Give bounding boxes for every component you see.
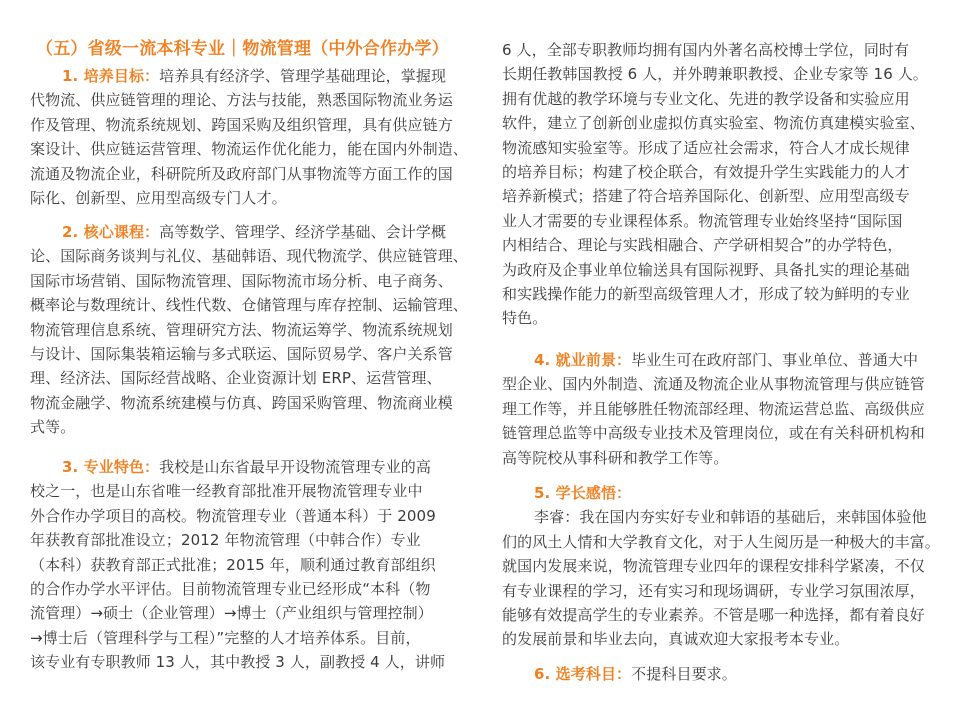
paragraph-line: 们的风土人情和大学教育文化，对于人生阅历是一种极大的丰富。 <box>502 532 940 551</box>
section-features <box>30 455 470 675</box>
paragraph-line: 流通及物流企业，科研院所及政府部门从事物流等方面工作的国 <box>30 164 453 183</box>
section-elective-subjects <box>502 662 942 686</box>
section-core-courses <box>30 220 470 440</box>
section-employment <box>502 348 942 470</box>
paragraph-line: 案设计、供应链运营管理、物流运作优化能力，能在国内外制造、 <box>30 140 468 159</box>
section-training-goal <box>30 64 470 210</box>
paragraph-line: 拥有优越的教学环境与专业文化、先进的教学设备和实验应用 <box>502 89 910 108</box>
features-first-line: 3. 专业特色：我校是山东省最早开设物流管理专业的高 <box>62 458 431 476</box>
paragraph-line: 6 人，全部专职教师均拥有国内外著名高校博士学位，同时有 <box>502 41 910 59</box>
features-continued <box>502 38 942 331</box>
employment-heading: 4. 就业前景： <box>534 351 632 369</box>
section-title: （五）省级一流本科专业｜物流管理（中外合作办学） <box>36 39 449 59</box>
paragraph-line: 和实践操作能力的新型高级管理人才，形成了较为鲜明的专业 <box>502 284 910 303</box>
features-heading: 3. 专业特色： <box>62 458 160 476</box>
paragraph-line: 与设计、国际集装箱运输与多式联运、国际贸易学、客户关系管 <box>30 344 453 363</box>
paragraph-line: 式等。 <box>30 418 76 437</box>
paragraph-line: 物流金融学、物流系统建模与仿真、跨国采购管理、物流商业模 <box>30 393 453 412</box>
paragraph-line: 流管理）→硕士（企业管理）→博士（产业组织与管理控制） <box>30 604 433 623</box>
paragraph-line: 软件，建立了创新创业虚拟仿真实验室、物流仿真建模实验室、 <box>502 114 925 133</box>
paragraph-line: 作及管理、物流系统规划、跨国采购及组织管理，具有供应链方 <box>30 115 453 134</box>
paragraph-line: →博士后（管理科学与工程）”完整的人才培养体系。目前， <box>30 628 421 647</box>
paragraph-line: 的合作办学水平评估。目前物流管理专业已经形成“本科（物 <box>30 579 431 598</box>
paragraph-line: 物流管理信息系统、管理研究方法、物流运筹学、物流系统规划 <box>30 320 453 339</box>
employment-first-line: 4. 就业前景：毕业生可在政府部门、事业单位、普通大中 <box>534 351 919 369</box>
paragraph-line: 理、经济法、国际经营战略、企业资源计划 ERP、运营管理、 <box>30 369 442 388</box>
paragraph-line: 国际市场营销、国际物流管理、国际物流市场分析、电子商务、 <box>30 271 453 290</box>
paragraph-line: 际化、创新型、应用型高级专门人才。 <box>30 188 287 207</box>
core-courses-first-line: 2. 核心课程：高等数学、管理学、经济学基础、会计学概 <box>62 223 447 241</box>
paragraph-line: 的培养目标；构建了校企联合，有效提升学生实践能力的人才 <box>502 162 910 181</box>
paragraph-line: 内相结合、理论与实践相融合、产学研相契合”的办学特色， <box>502 236 903 255</box>
paragraph-line: 的发展前景和毕业去向，真诚欢迎大家报考本专业。 <box>502 630 850 649</box>
paragraph-line: 链管理总监等中高级专业技术及管理岗位，或在有关科研机构和 <box>502 424 925 443</box>
paragraph-line: 概率论与数理统计、线性代数、仓储管理与库存控制、运输管理、 <box>30 296 468 315</box>
paragraph-line: 论、国际商务谈判与礼仪、基础韩语、现代物流学、供应链管理、 <box>30 247 468 266</box>
paragraph-line: 业人才需要的专业课程体系。物流管理专业始终坚持“国际国 <box>502 211 903 230</box>
alumni-heading: 5. 学长感悟： <box>534 484 632 502</box>
paragraph-line: 为政府及企事业单位输送具有国际视野、具备扎实的理论基础 <box>502 260 910 279</box>
paragraph-line: 就国内发展来说，物流管理专业四年的课程安排科学紧凑，不仅 <box>502 557 925 576</box>
paragraph-line: 外合作办学项目的高校。物流管理专业（普通本科）于 2009 <box>30 506 436 525</box>
paragraph-line: 年获教育部批准设立；2012 年物流管理（中韩合作）专业 <box>30 531 421 550</box>
elective-heading: 6. 选考科目： <box>534 665 632 683</box>
paragraph-line: 能够有效提高学生的专业素养。不管是哪一种选择，都有着良好 <box>502 605 925 624</box>
paragraph-line: 代物流、供应链管理的理论、方法与技能，熟悉国际物流业务运 <box>30 91 453 110</box>
paragraph-line: 高等院校从事科研和教学工作等。 <box>502 448 729 467</box>
training-goal-heading: 1. 培养目标： <box>62 67 160 85</box>
alumni-first-line: 李睿：我在国内夯实好专业和韩语的基础后，来韩国体验他 <box>534 508 927 527</box>
paragraph-line: 有专业课程的学习，还有实习和现场调研，专业学习氛围浓厚， <box>502 581 925 600</box>
paragraph-line: 校之一，也是山东省唯一经教育部批准开展物流管理专业中 <box>30 482 423 501</box>
paragraph-line: 培养新模式；搭建了符合培养国际化、创新型、应用型高级专 <box>502 187 910 206</box>
training-goal-first-line: 1. 培养目标：培养具有经济学、管理学基础理论，掌握现 <box>62 67 447 85</box>
paragraph-line: 物流感知实验室等。形成了适应社会需求，符合人才成长规律 <box>502 138 910 157</box>
core-courses-heading: 2. 核心课程： <box>62 223 160 241</box>
paragraph-line: 特色。 <box>502 309 548 328</box>
paragraph-line: （本科）获教育部正式批准；2015 年，顺利通过教育部组织 <box>30 555 436 574</box>
elective-line: 6. 选考科目：不提科目要求。 <box>534 665 737 683</box>
paragraph-line: 该专业有专职教师 13 人，其中教授 3 人，副教授 4 人，讲师 <box>30 653 446 672</box>
paragraph-line: 长期任教韩国教授 6 人，并外聘兼职教授、企业专家等 16 人。 <box>502 65 928 84</box>
alumni-heading-line <box>502 481 942 505</box>
paragraph-line: 型企业、国内外制造、流通及物流企业从事物流管理与供应链管 <box>502 375 925 394</box>
section-alumni-thoughts <box>502 481 942 652</box>
paragraph-line: 理工作等，并且能够胜任物流部经理、物流运营总监、高级供应 <box>502 399 925 418</box>
